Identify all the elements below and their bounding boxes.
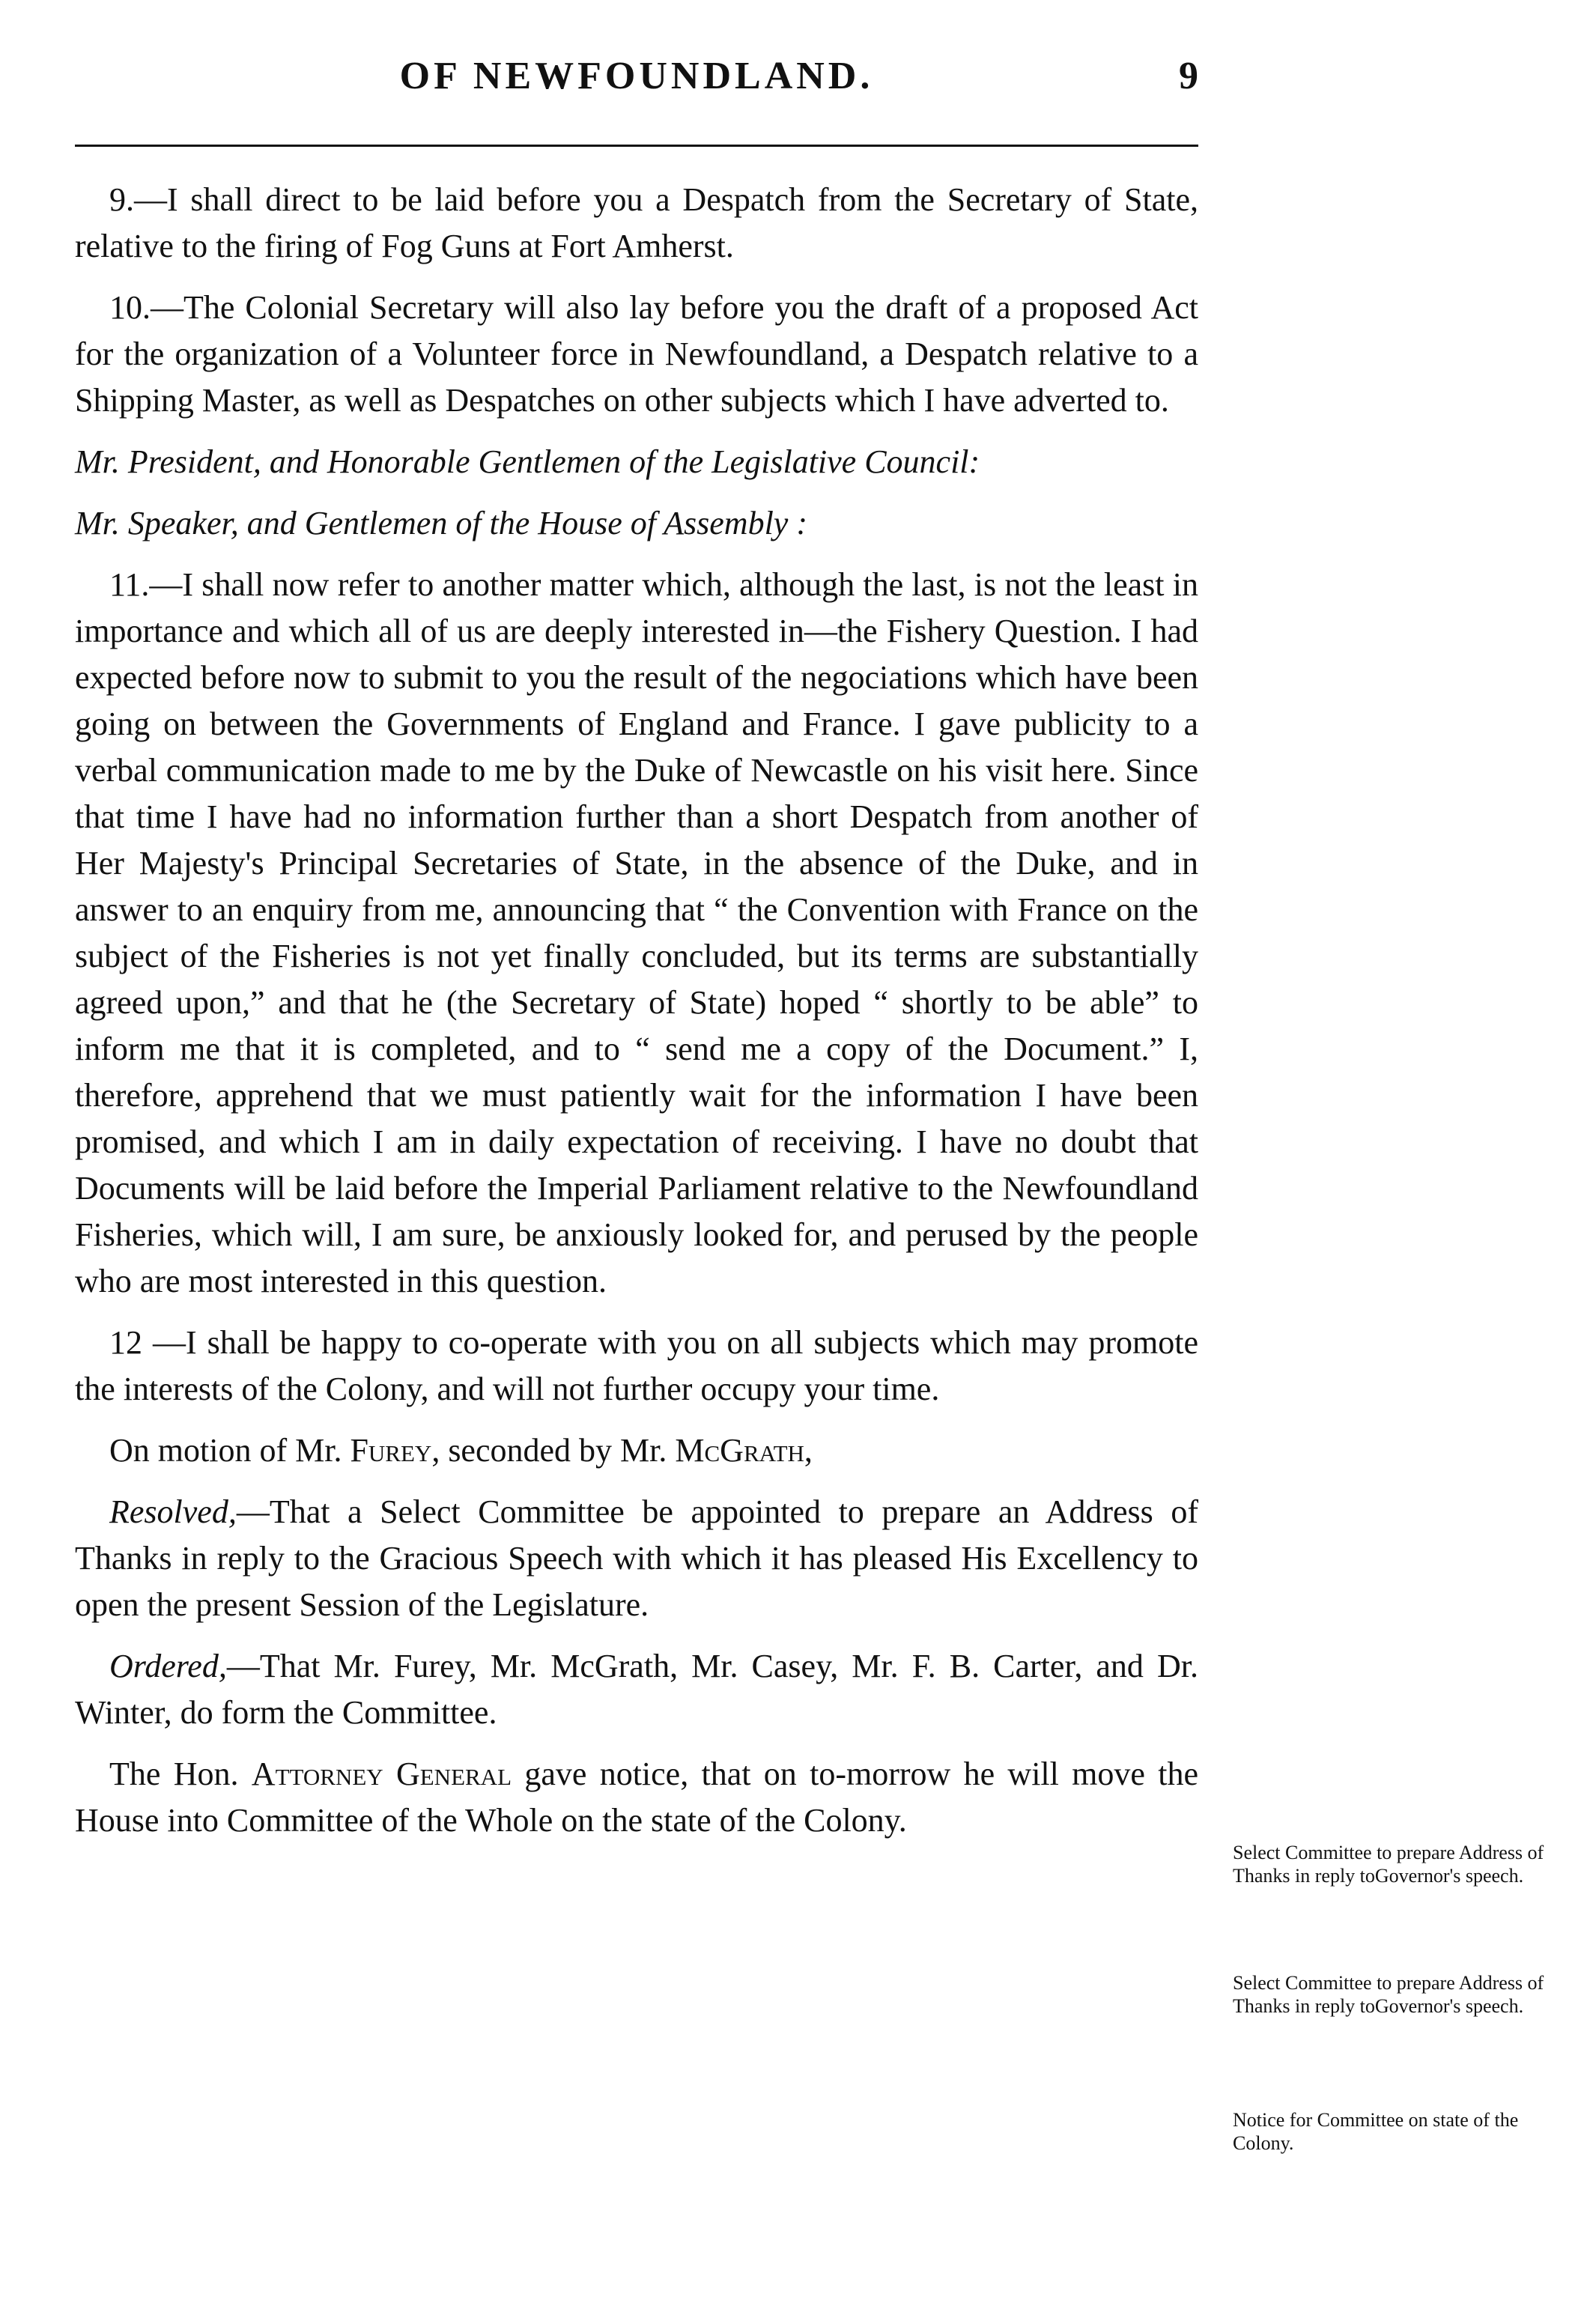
body-text	[75, 177, 1198, 1859]
notice-text-b: gave notice, that on to-morrow he will move the House into Committee of the Whole on the state of the Colony.	[75, 1756, 1198, 1839]
resolved-paragraph	[75, 1489, 1198, 1628]
resolved-text: —That a Select Committee be appointed to prepare an Address of Thanks in reply to the Gracious Speech with which it has pleased His Excellency to open the present Session of the Legislature.	[75, 1493, 1198, 1623]
ordered-label: Ordered,	[109, 1648, 227, 1684]
page-number: 9	[1179, 55, 1198, 97]
motion-seconder: McGrath	[675, 1432, 804, 1469]
motion-text-c: ,	[804, 1432, 813, 1469]
notice-officer: Attorney General	[251, 1756, 512, 1792]
motion-mover: Furey	[350, 1432, 432, 1469]
paragraph-9: 9.—I shall direct to be laid before you a Despatch from the Secretary of State, relative to the firing of Fog Guns at Fort Amherst.	[75, 181, 1198, 264]
running-head	[75, 54, 1198, 121]
ordered-paragraph	[75, 1643, 1198, 1736]
paragraph-10: 10.—The Colonial Secretary will also lay before you the draft of a proposed Act for the organization of a Volunteer force in Newfoundland, a Despatch relative to a Shipping Master, as well as Despatches on other subjects which I have adverted to.	[75, 289, 1198, 419]
margin-note-notice: Notice for Committee on state of the Colony.	[1233, 2109, 1519, 2154]
running-title: OF NEWFOUNDLAND.	[399, 55, 874, 97]
address-assembly: Mr. Speaker, and Gentlemen of the House of Assembly :	[75, 505, 807, 541]
motion-text-a: On motion of Mr.	[109, 1432, 351, 1469]
margin-note-select-committee: Select Committee to prepare Address of Thanks in reply toGovernor's speech.	[1233, 1842, 1544, 1887]
header-rule	[75, 145, 1198, 147]
paragraph-12: 12 —I shall be happy to co-operate with you on all subjects which may promote the interests of the Colony, and will not further occupy your time.	[75, 1324, 1198, 1407]
resolved-label: Resolved,	[109, 1493, 237, 1530]
notice-text-a: The Hon.	[109, 1756, 252, 1792]
address-council: Mr. President, and Honorable Gentlemen of the Legislative Council:	[75, 443, 980, 480]
motion-line	[75, 1427, 1198, 1474]
paragraph-11: 11.—I shall now refer to another matter which, although the last, is not the least in importance and which all of us are deeply interested in—the Fishery Question. I had expected before now to submit to you the result of the negociations which have been going on between the Governments of England and France. I gave publicity to a verbal communication made to me by the Duke of Newcastle on his visit here. Since that time I have had no information further than a short Despatch from another of Her Majesty's Principal Secretaries of State, in the absence of the Duke, and in answer to an enquiry from me, announcing that “ the Convention with France on the subject of the Fisheries is not yet finally concluded, but its terms are substantially agreed upon,” and that he (the Secretary of State) hoped “ shortly to be able” to inform me that it is completed, and to “ send me a copy of the Document.” I, therefore, apprehend that we must patiently wait for the information I have been promised, and which I am in daily expectation of receiving. I have no doubt that Documents will be laid before the Imperial Parliament relative to the Newfoundland Fisheries, which will, I am sure, be anxiously looked for, and perused by the people who are most interested in this question.	[75, 566, 1198, 1299]
ordered-text: —That Mr. Furey, Mr. McGrath, Mr. Casey, Mr. F. B. Carter, and Dr. Winter, do form the Committee.	[75, 1648, 1198, 1731]
notice-paragraph	[75, 1751, 1198, 1844]
motion-text-b: , seconded by Mr.	[431, 1432, 676, 1469]
margin-note-committee-members: Select Committee to prepare Address of Thanks in reply toGovernor's speech.	[1233, 1972, 1544, 2017]
